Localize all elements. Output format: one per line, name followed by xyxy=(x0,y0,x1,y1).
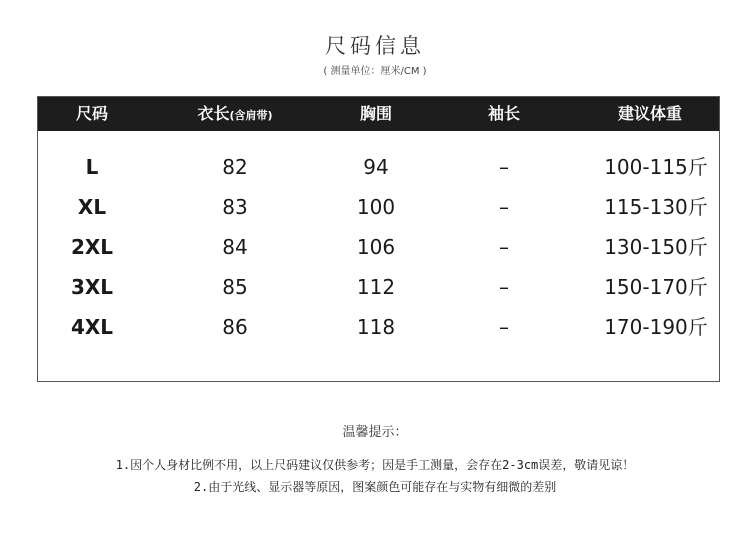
cell-size: 2XL xyxy=(70,235,114,259)
cell-size: 4XL xyxy=(70,315,114,339)
cell-sleeve: – xyxy=(499,315,509,339)
cell-size: XL xyxy=(77,195,107,219)
table-row xyxy=(38,229,719,265)
page-title: 尺码信息 xyxy=(325,34,425,58)
col-header-sleeve: 袖长 xyxy=(487,104,521,123)
col-header-length-label: 衣长 xyxy=(197,104,230,123)
col-header-weight: 建议体重 xyxy=(617,104,683,123)
cell-chest: 100 xyxy=(356,195,396,219)
cell-chest: 106 xyxy=(356,235,396,259)
cell-weight: 150-170斤 xyxy=(604,275,708,299)
cell-size: 3XL xyxy=(70,275,114,299)
col-header-chest: 胸围 xyxy=(359,104,393,123)
cell-sleeve: – xyxy=(499,155,509,179)
cell-weight: 100-115斤 xyxy=(604,155,708,179)
cell-chest: 112 xyxy=(356,275,396,299)
cell-sleeve: – xyxy=(499,275,509,299)
notice-title: 温馨提示： xyxy=(342,425,408,440)
notice-line-2: 2.由于光线、显示器等原因，图案颜色可能存在与实物有细微的差别 xyxy=(193,480,557,494)
col-header-size: 尺码 xyxy=(75,104,109,123)
cell-length: 86 xyxy=(222,315,248,339)
cell-length: 82 xyxy=(222,155,248,179)
cell-sleeve: – xyxy=(499,195,509,219)
cell-length: 84 xyxy=(222,235,248,259)
cell-length: 83 xyxy=(222,195,248,219)
cell-chest: 94 xyxy=(363,155,389,179)
cell-length: 85 xyxy=(222,275,248,299)
cell-sleeve: – xyxy=(499,235,509,259)
table-row xyxy=(38,269,719,305)
cell-size: L xyxy=(85,155,99,179)
cell-weight: 130-150斤 xyxy=(604,235,708,259)
table-header xyxy=(38,97,719,131)
cell-weight: 115-130斤 xyxy=(604,195,708,219)
table-row xyxy=(38,309,719,345)
table-row xyxy=(38,189,719,225)
size-table xyxy=(37,96,720,382)
cell-chest: 118 xyxy=(356,315,396,339)
unit-subtitle: ( 测量单位：厘米/CM ) xyxy=(323,66,427,77)
cell-weight: 170-190斤 xyxy=(604,315,708,339)
col-header-length xyxy=(197,97,272,131)
col-header-length-note: (含肩带) xyxy=(229,109,273,122)
table-row xyxy=(38,149,719,185)
notice-line-1: 1.因个人身材比例不用，以上尺码建议仅供参考；因是手工测量，会存在2-3cm误差，敬请见谅！ xyxy=(115,458,635,472)
